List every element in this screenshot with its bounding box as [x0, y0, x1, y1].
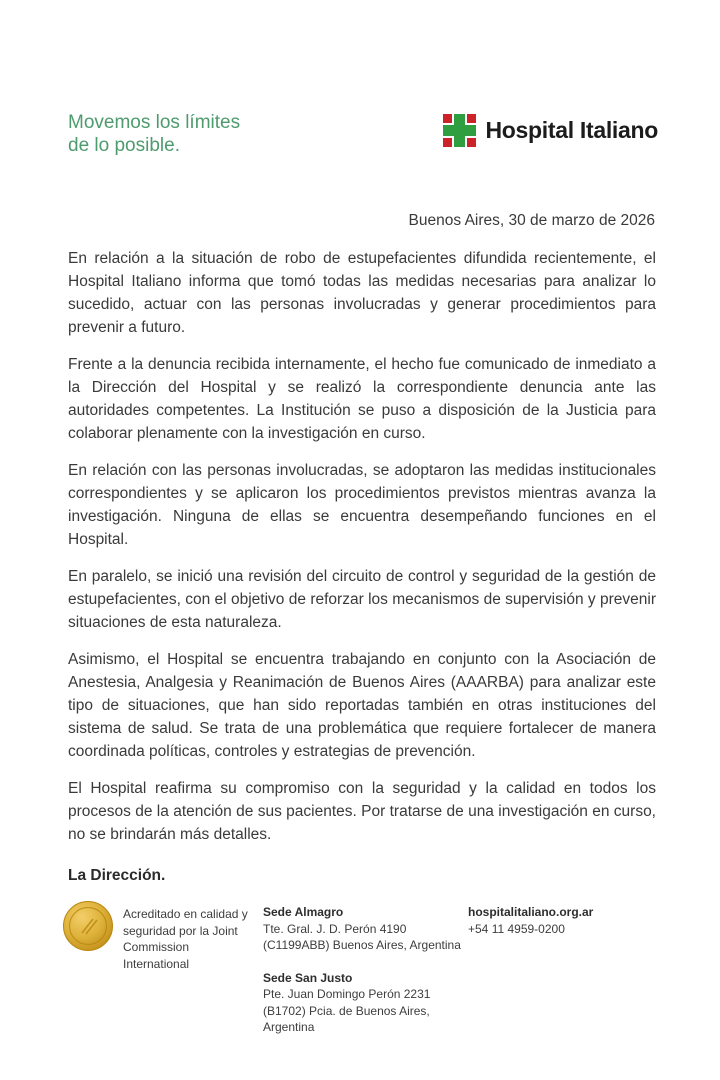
- paragraph-3: En relación con las personas involucradas, se adoptaron las medidas institucionales correspondientes y se aplicaron los procedimientos previstos mientras avanza la investigación. Ninguna de ellas se encuentra desempeñando funciones en el Hospital.: [68, 462, 656, 548]
- location-address-line: (C1199ABB) Buenos Aires, Argentina: [263, 938, 461, 953]
- footer: [62, 898, 660, 1035]
- location-address-line: Pte. Juan Domingo Perón 2231: [263, 987, 431, 1002]
- location-name: Sede San Justo: [263, 970, 353, 985]
- paragraph-4: En paralelo, se inició una revisión del circuito de control y seguridad de la gestión de estupefacientes, con el objetivo de reforzar los mecanismos de supervisión y prevenir situaciones de esta naturaleza.: [68, 568, 656, 631]
- paragraph-2: Frente a la denuncia recibida internamente, el hecho fue comunicado de inmediato a la Dirección del Hospital y se realizó la correspondiente denuncia ante las autoridades competentes. La Institución se puso a disposición de la Justicia para colaborar plenamente con la investigación en curso.: [68, 356, 656, 442]
- dateline: Buenos Aires, 30 de marzo de 2026: [408, 212, 655, 229]
- phone-number: +54 11 4959-0200: [468, 921, 565, 936]
- paragraph-6: El Hospital reafirma su compromiso con la seguridad y la calidad en todos los procesos de la atención de sus pacientes. Por tratarse de una investigación en curso, no se brindarán más detalles.: [68, 780, 656, 843]
- location-almagro: [263, 904, 463, 954]
- hospital-italiano-logo: [443, 114, 658, 147]
- location-address-line: (B1702) Pcia. de Buenos Aires, Argentina: [263, 1003, 430, 1035]
- accreditation-block: [62, 900, 258, 972]
- header: [68, 112, 658, 158]
- letter-body: [68, 247, 656, 885]
- tagline-line-2: de lo posible.: [68, 134, 180, 156]
- paragraph-1: En relación a la situación de robo de estupefacientes difundida recientemente, el Hospital Italiano informa que tomó todas las medidas necesarias para analizar lo sucedido, actuar con las personas involucradas y generar procedimientos para prevenir a futuro.: [68, 250, 656, 336]
- website-url: hospitalitaliano.org.ar: [468, 905, 594, 919]
- joint-commission-seal-icon: [62, 900, 114, 952]
- location-name: Sede Almagro: [263, 905, 344, 919]
- tagline-line-1: Movemos los límites: [68, 112, 241, 133]
- accreditation-text: Acreditado en calidad y seguridad por la Joint Commission International: [123, 907, 248, 971]
- hospital-cross-icon: [443, 114, 476, 147]
- paragraph-5: Asimismo, el Hospital se encuentra trabajando en conjunto con la Asociación de Anestesia, Analgesia y Reanimación de Buenos Aires (AAARBA) para analizar este tipo de situaciones, que han sido reportadas también en otras instituciones del sistema de salud. Se trata de una problemática que requiere fortalecer de manera coordinada políticas, controles y estrategias de prevención.: [68, 651, 656, 760]
- contact-block: [468, 904, 593, 937]
- logo-text: Hospital Italiano: [485, 117, 658, 143]
- signature: La Dirección.: [68, 867, 166, 884]
- locations-block: [263, 904, 463, 1052]
- location-address-line: Tte. Gral. J. D. Perón 4190: [263, 921, 407, 936]
- location-san-justo: [263, 970, 463, 1036]
- tagline: [68, 112, 240, 158]
